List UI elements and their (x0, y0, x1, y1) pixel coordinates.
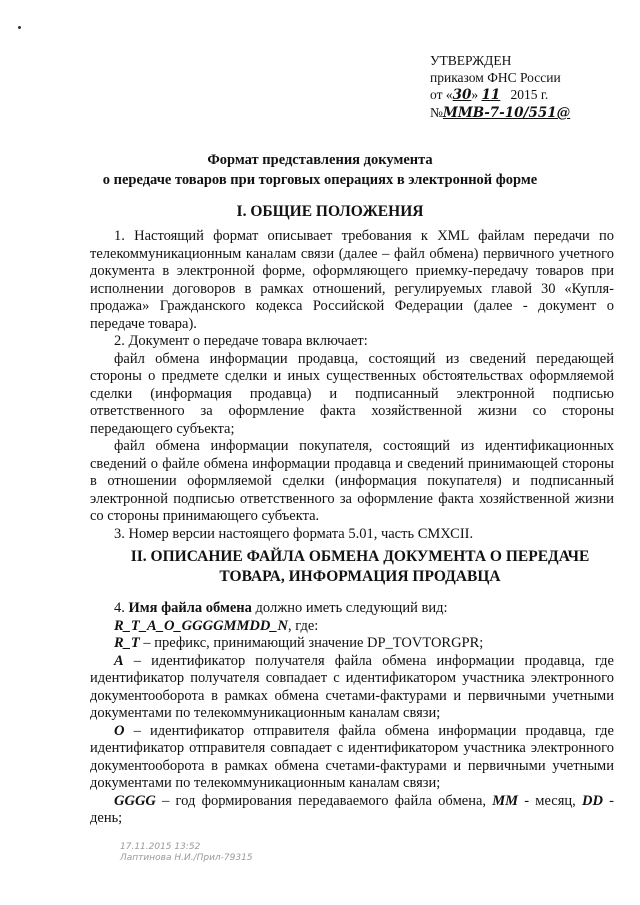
approval-title: УТВЕРЖДЕН (430, 53, 512, 68)
section-2-body (90, 600, 614, 828)
section-1-body (90, 228, 614, 543)
paragraph: файл обмена информации покупателя, состоящий из идентификационных сведений о файле обмена информации продавца и сведений принимающей стороны в отношении оформляемой сделки (информация покупателя) и подписанный электронной подписью ответственного за оформление факта хозяйственной жизни со стороны принимающего субъекта. (90, 438, 614, 524)
approval-date-day: 30 (452, 87, 472, 103)
paragraph: O – идентификатор отправителя файла обмена информации продавца, где идентификатор отправителя совпадает с идентификатором участника электронного документооборота в рамках обмена счетами-фактурами и первичными учетными документами по телекоммуникационным каналам связи; (90, 722, 614, 791)
document-title: Формат представления документа о передаче товаров при торговых операциях в электронной форме (102, 152, 538, 188)
paragraph: R_T_A_O_GGGGMMDD_N, где: (114, 617, 319, 634)
scan-speck (18, 26, 21, 29)
print-footer: 17.11.2015 13:52 Лаптинова Н.И./Прил-79315 (120, 842, 253, 863)
approval-number-value: ММВ-7-10/551@ (442, 105, 571, 121)
approval-number: №ММВ-7-10/551@ (430, 105, 571, 121)
paragraph: 3. Номер версии настоящего формата 5.01, часть СМХСII. (114, 525, 474, 542)
approval-date: от «30» 11 2015 г. (430, 87, 549, 103)
paragraph: 4. Имя файла обмена должно иметь следующий вид: (114, 600, 448, 616)
paragraph: A – идентификатор получателя файла обмена информации продавца, где идентификатор получателя совпадает с идентификатором участника электронного документооборота в рамках обмена счетами-фактурами и первичными учетными документами по телекоммуникационным каналам связи; (90, 652, 614, 721)
paragraph: R_T – префикс, принимающий значение DP_TOVTORGPR; (114, 635, 484, 651)
approval-order: приказом ФНС России (430, 70, 561, 85)
section-1-heading: I. ОБЩИЕ ПОЛОЖЕНИЯ (236, 203, 424, 220)
paragraph: 1. Настоящий формат описывает требования к XML файлам передачи по телекоммуникационным каналам связи (далее – файл обмена) первичного учетного документа в электронной форме, оформляющего приемку-передачу товаров при исполнении договоров в рамках отношений, регулируемых главой 30 «Купля-продажа» Гражданского кодекса Российской Федерации (далее - документ о передаче товара). (90, 228, 614, 332)
section-2-heading: II. ОПИСАНИЕ ФАЙЛА ОБМЕНА ДОКУМЕНТА О ПЕРЕДАЧЕ ТОВАРА, ИНФОРМАЦИЯ ПРОДАВЦА (130, 548, 590, 585)
approval-date-month: 11 (481, 87, 501, 103)
paragraph: файл обмена информации продавца, состоящий из сведений передающей стороны о предмете сделки и иных существенных обстоятельствах оформляемой сделки (информация продавца) и подписанный электронной подписью ответственного за оформление факта хозяйственной жизни со стороны передающего субъекта; (90, 350, 614, 437)
approval-stamp (430, 52, 620, 122)
paragraph: 2. Документ о передаче товара включает: (114, 333, 368, 349)
paragraph: GGGG – год формирования передаваемого файла обмена, MM - месяц, DD - день; (90, 792, 614, 826)
